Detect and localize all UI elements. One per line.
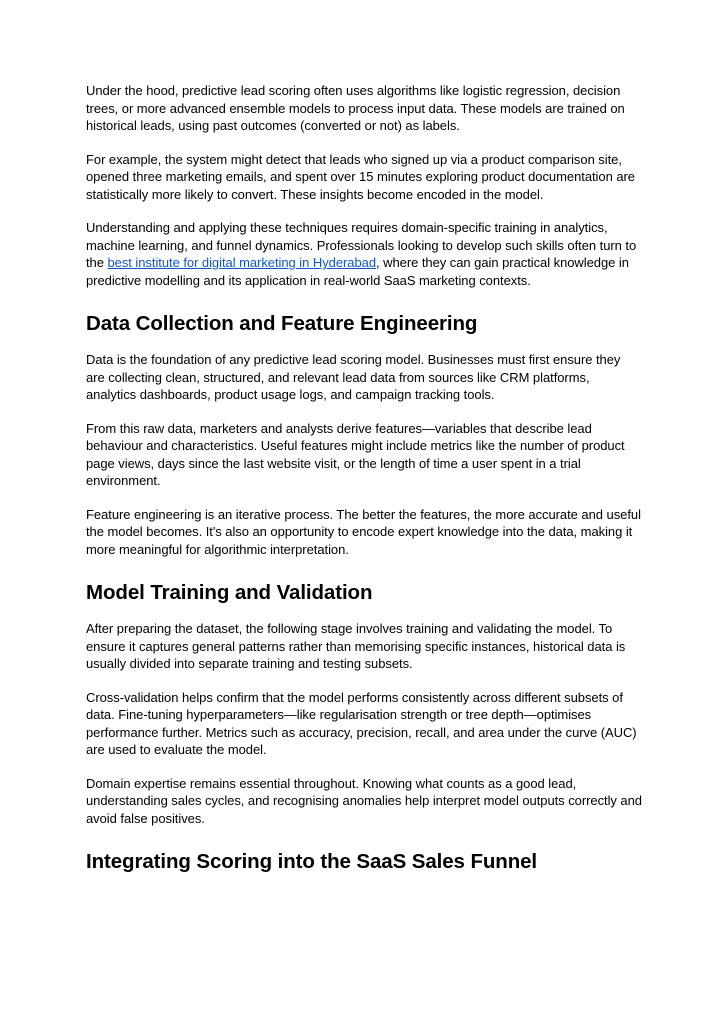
paragraph-text: , where they can gain practical knowledge in predictive modelling and its application in real-world SaaS marketing contexts.: [86, 255, 629, 288]
institute-link[interactable]: best institute for digital marketing in Hyderabad: [107, 255, 377, 270]
section-heading: Model Training and Validation: [86, 581, 373, 604]
section-heading: Data Collection and Feature Engineering: [86, 312, 478, 335]
paragraph-text: Understanding and applying these techniques requires domain-specific training in analytics, machine learning, and funnel dynamics. Professionals looking to develop such skills often turn to the: [86, 220, 637, 270]
section-heading: Integrating Scoring into the SaaS Sales Funnel: [86, 850, 538, 873]
paragraph-with-link: [86, 219, 642, 289]
paragraph: After preparing the dataset, the following stage involves training and validating the model. To ensure it captures general patterns rather than memorising specific instances, historical data is usually divided into separate training and testing subsets.: [86, 621, 626, 671]
paragraph: Under the hood, predictive lead scoring often uses algorithms like logistic regression, decision trees, or more advanced ensemble models to process input data. These models are trained on historical leads, using past outcomes (converted or not) as labels.: [86, 83, 625, 133]
paragraph: For example, the system might detect that leads who signed up via a product comparison site, opened three marketing emails, and spent over 15 minutes exploring product documentation are statistically more likely to convert. These insights become encoded in the model.: [86, 151, 635, 202]
paragraph: Cross-validation helps confirm that the model performs consistently across different subsets of data. Fine-tuning hyperparameters—like regularisation strength or tree depth—optimises performance further. Metrics such as accuracy, precision, recall, and area under the curve (AUC) are used to evaluate the model.: [86, 689, 637, 757]
paragraph: Domain expertise remains essential throughout. Knowing what counts as a good lead, understanding sales cycles, and recognising anomalies help interpret model outputs correctly and avoid false positives.: [86, 775, 642, 826]
paragraph: Data is the foundation of any predictive lead scoring model. Businesses must first ensure they are collecting clean, structured, and relevant lead data from sources like CRM platforms, analytics dashboards, product usage logs, and campaign tracking tools.: [86, 352, 621, 402]
paragraph: Feature engineering is an iterative process. The better the features, the more accurate and useful the model becomes. It's also an opportunity to encode expert knowledge into the data, making it more meaningful for algorithmic interpretation.: [86, 506, 641, 557]
document-page: [86, 82, 642, 889]
paragraph: From this raw data, marketers and analysts derive features—variables that describe lead behaviour and characteristics. Useful features might include metrics like the number of product page views, days since the last website visit, or the length of time a user spent in a trial environment.: [86, 420, 625, 488]
